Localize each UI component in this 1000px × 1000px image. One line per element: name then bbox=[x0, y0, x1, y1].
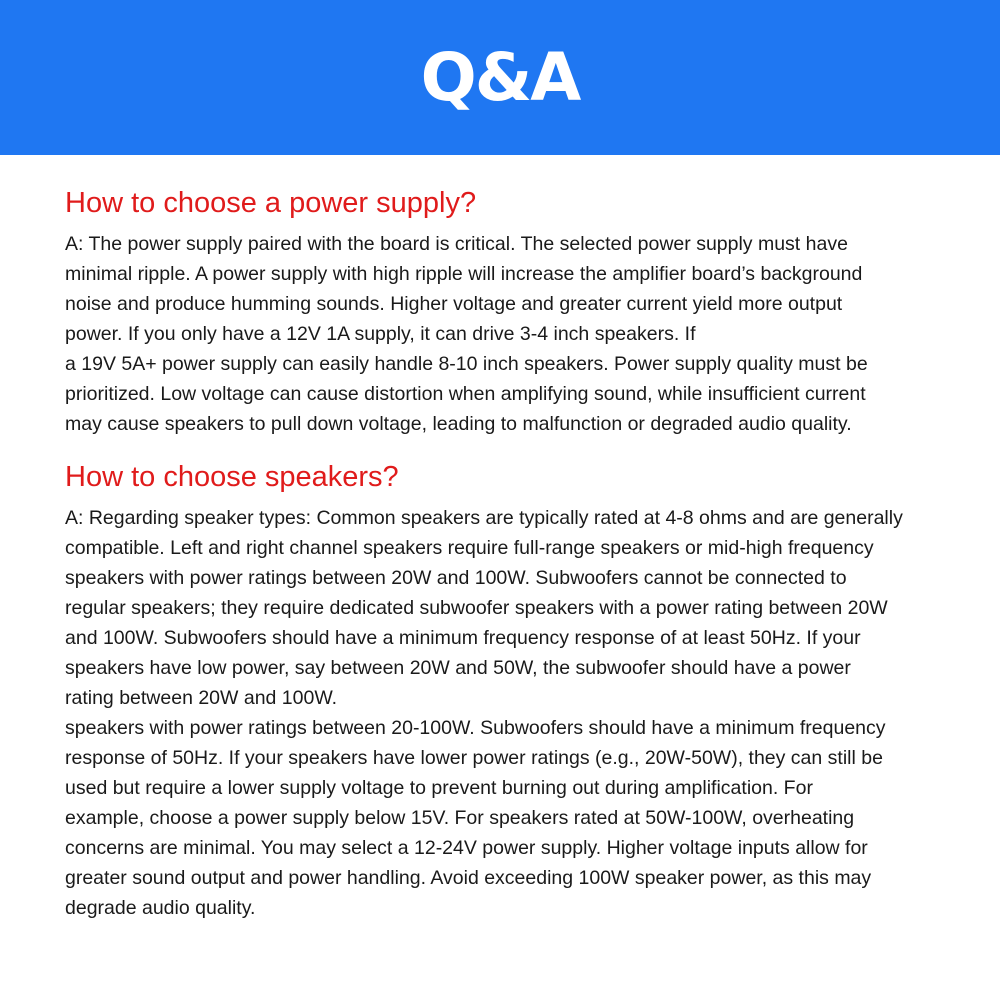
answer-line: speakers with power ratings between 20-100W. Subwoofers should have a minimum frequency bbox=[65, 717, 886, 739]
page-title: Q&A bbox=[420, 38, 580, 116]
answer-line: greater sound output and power handling. Avoid exceeding 100W speaker power, as this may bbox=[65, 867, 872, 889]
qa-section-power-supply bbox=[65, 185, 945, 439]
answer-line: prioritized. Low voltage can cause distortion when amplifying sound, while insufficient current bbox=[65, 383, 866, 405]
answer-line: example, choose a power supply below 15V. For speakers rated at 50W-100W, overheating bbox=[65, 807, 855, 829]
answer-line: degrade audio quality. bbox=[65, 897, 256, 919]
answer-line: a 19V 5A+ power supply can easily handle 8-10 inch speakers. Power supply quality must be bbox=[65, 353, 868, 375]
answer-line: A: The power supply paired with the board is critical. The selected power supply must have bbox=[65, 233, 848, 255]
answer-line: may cause speakers to pull down voltage, leading to malfunction or degraded audio quality. bbox=[65, 413, 852, 435]
answer-line: regular speakers; they require dedicated subwoofer speakers with a power rating between 20W bbox=[65, 597, 888, 619]
question-heading: How to choose speakers? bbox=[65, 461, 399, 493]
answer-line: speakers with power ratings between 20W and 100W. Subwoofers cannot be connected to bbox=[65, 567, 847, 589]
answer-line: concerns are minimal. You may select a 12-24V power supply. Higher voltage inputs allow for bbox=[65, 837, 868, 859]
answer-line: noise and produce humming sounds. Higher voltage and greater current yield more output bbox=[65, 293, 843, 315]
answer-line: power. If you only have a 12V 1A supply, it can drive 3-4 inch speakers. If bbox=[65, 323, 696, 345]
qa-content bbox=[65, 185, 945, 923]
answer-text bbox=[65, 503, 945, 923]
header-banner bbox=[0, 0, 1000, 155]
answer-text bbox=[65, 229, 945, 439]
answer-line: and 100W. Subwoofers should have a minimum frequency response of at least 50Hz. If your bbox=[65, 627, 861, 649]
qa-section-speakers bbox=[65, 459, 945, 923]
answer-line: speakers have low power, say between 20W and 50W, the subwoofer should have a power bbox=[65, 657, 851, 679]
answer-line: used but require a lower supply voltage to prevent burning out during amplification. For bbox=[65, 777, 813, 799]
question-heading: How to choose a power supply? bbox=[65, 187, 477, 219]
answer-line: response of 50Hz. If your speakers have lower power ratings (e.g., 20W-50W), they can still be bbox=[65, 747, 883, 769]
answer-line: compatible. Left and right channel speakers require full-range speakers or mid-high frequency bbox=[65, 537, 874, 559]
answer-line: minimal ripple. A power supply with high ripple will increase the amplifier board’s background bbox=[65, 263, 863, 285]
answer-line: rating between 20W and 100W. bbox=[65, 687, 338, 709]
answer-line: A: Regarding speaker types: Common speakers are typically rated at 4-8 ohms and are generally bbox=[65, 507, 903, 529]
